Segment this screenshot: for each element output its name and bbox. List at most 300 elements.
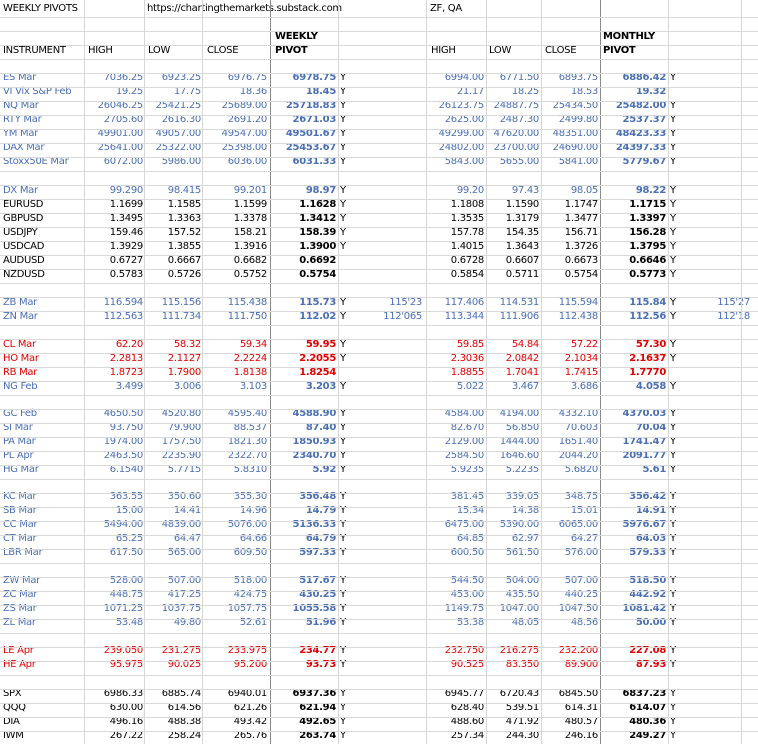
cell-mp[interactable]: 1.3397 bbox=[629, 213, 666, 224]
cell-wh[interactable]: 15.00 bbox=[115, 505, 143, 516]
cell-name[interactable]: GC Feb bbox=[3, 408, 37, 419]
cell-mh[interactable]: 600.50 bbox=[450, 547, 484, 558]
cell-mp[interactable]: 2537.37 bbox=[622, 114, 666, 125]
cell-wy[interactable]: Y bbox=[340, 408, 346, 419]
cell-my[interactable]: Y bbox=[670, 519, 676, 530]
cell-ml[interactable]: 2.0842 bbox=[505, 353, 539, 364]
cell-wp[interactable]: 25718.83 bbox=[285, 100, 336, 111]
cell-wh[interactable]: 448.75 bbox=[109, 589, 143, 600]
cell-name[interactable]: USDJPY bbox=[3, 227, 38, 238]
cell-mp[interactable]: 87.93 bbox=[635, 659, 666, 670]
cell-my[interactable]: Y bbox=[670, 339, 676, 350]
cell-wc[interactable]: 14.96 bbox=[239, 505, 267, 516]
cell-mc[interactable]: 48351.00 bbox=[552, 128, 598, 139]
cell-wy[interactable]: Y bbox=[340, 100, 346, 111]
cell-name[interactable]: ES Mar bbox=[3, 72, 36, 83]
cell-wx[interactable]: 112'065 bbox=[383, 311, 422, 322]
cell-wc[interactable]: 6940.01 bbox=[227, 688, 267, 699]
cell-wc[interactable]: 52.61 bbox=[239, 617, 267, 628]
cell-my[interactable]: Y bbox=[670, 269, 676, 280]
cell-wy[interactable]: Y bbox=[340, 575, 346, 586]
cell-mp[interactable]: 112.56 bbox=[629, 311, 666, 322]
cell-wh[interactable]: 2705.60 bbox=[103, 114, 143, 125]
cell-mp[interactable]: 614.07 bbox=[629, 702, 666, 713]
cell-mh[interactable]: 5.022 bbox=[456, 381, 484, 392]
cell-ml[interactable]: 62.97 bbox=[511, 533, 539, 544]
cell-name[interactable]: ZS Mar bbox=[3, 603, 37, 614]
cell-wc[interactable]: 59.34 bbox=[239, 339, 267, 350]
cell-ml[interactable]: 111.906 bbox=[499, 311, 539, 322]
cell-mp[interactable]: 0.6646 bbox=[629, 255, 666, 266]
cell-mh[interactable]: 1.4015 bbox=[450, 241, 484, 252]
cell-wc[interactable]: 18.36 bbox=[239, 86, 267, 97]
cell-mh[interactable]: 4584.00 bbox=[444, 408, 484, 419]
cell-wh[interactable]: 5494.00 bbox=[103, 519, 143, 530]
cell-wp[interactable]: 49501.67 bbox=[285, 128, 336, 139]
cell-mp[interactable]: 249.27 bbox=[629, 730, 666, 741]
cell-wh[interactable]: 239.050 bbox=[103, 645, 143, 656]
cell-mp[interactable]: 1.7770 bbox=[629, 367, 666, 378]
cell-wp[interactable]: 1055.58 bbox=[292, 603, 336, 614]
cell-ml[interactable]: 0.5711 bbox=[505, 269, 539, 280]
cell-my[interactable]: Y bbox=[670, 156, 676, 167]
cell-mc[interactable]: 0.6673 bbox=[564, 255, 598, 266]
cell-mh[interactable]: 544.50 bbox=[450, 575, 484, 586]
cell-name[interactable]: DX Mar bbox=[3, 185, 38, 196]
cell-mc[interactable]: 348.75 bbox=[564, 491, 598, 502]
cell-wl[interactable]: 157.52 bbox=[167, 227, 201, 238]
cell-wh[interactable]: 19.25 bbox=[115, 86, 143, 97]
cell-mh[interactable]: 5.9235 bbox=[450, 464, 484, 475]
cell-wp[interactable]: 356.48 bbox=[299, 491, 336, 502]
weekly-low-header[interactable]: LOW bbox=[148, 45, 171, 56]
cell-name[interactable]: AUDUSD bbox=[3, 255, 45, 266]
cell-mp[interactable]: 1081.42 bbox=[622, 603, 666, 614]
cell-mp[interactable]: 24397.33 bbox=[615, 142, 666, 153]
cell-mp[interactable]: 156.28 bbox=[629, 227, 666, 238]
cell-name[interactable]: SPX bbox=[3, 688, 22, 699]
cell-mc[interactable]: 6065.00 bbox=[558, 519, 598, 530]
cell-wy[interactable]: Y bbox=[340, 716, 346, 727]
cell-wc[interactable]: 621.26 bbox=[233, 702, 267, 713]
cell-wy[interactable]: Y bbox=[340, 659, 346, 670]
cell-mh[interactable]: 1.1808 bbox=[450, 199, 484, 210]
cell-mc[interactable]: 614.31 bbox=[564, 702, 598, 713]
cell-wl[interactable]: 258.24 bbox=[167, 730, 201, 741]
cell-wy[interactable]: Y bbox=[340, 339, 346, 350]
cell-wl[interactable]: 25421.25 bbox=[155, 100, 201, 111]
cell-wl[interactable]: 1.7900 bbox=[167, 367, 201, 378]
cell-my[interactable]: Y bbox=[670, 450, 676, 461]
cell-name[interactable]: PL Apr bbox=[3, 450, 34, 461]
cell-wl[interactable]: 2.1127 bbox=[167, 353, 201, 364]
cell-wy[interactable]: Y bbox=[340, 547, 346, 558]
cell-wp[interactable]: 51.96 bbox=[305, 617, 336, 628]
cell-ml[interactable]: 47620.00 bbox=[493, 128, 539, 139]
cell-name[interactable]: EURUSD bbox=[3, 199, 44, 210]
cell-wl[interactable]: 64.47 bbox=[173, 533, 201, 544]
cell-name[interactable]: SB Mar bbox=[3, 505, 37, 516]
cell-mh[interactable]: 2.3036 bbox=[450, 353, 484, 364]
cell-my[interactable]: Y bbox=[670, 617, 676, 628]
cell-wh[interactable]: 1974.00 bbox=[103, 436, 143, 447]
cell-wp[interactable]: 621.94 bbox=[299, 702, 336, 713]
cell-wh[interactable]: 630.00 bbox=[109, 702, 143, 713]
cell-mh[interactable]: 0.5854 bbox=[450, 269, 484, 280]
cell-mh[interactable]: 113.344 bbox=[444, 311, 484, 322]
cell-mp[interactable]: 70.04 bbox=[635, 422, 666, 433]
cell-wl[interactable]: 49.80 bbox=[173, 617, 201, 628]
cell-wh[interactable]: 7036.25 bbox=[103, 72, 143, 83]
cell-name[interactable]: IWM bbox=[3, 730, 24, 741]
cell-name[interactable]: USDCAD bbox=[3, 241, 45, 252]
cell-wp[interactable]: 5.92 bbox=[312, 464, 336, 475]
cell-wc[interactable]: 88.537 bbox=[233, 422, 267, 433]
cell-mh[interactable]: 0.6728 bbox=[450, 255, 484, 266]
cell-wy[interactable]: Y bbox=[340, 311, 346, 322]
cell-mh[interactable]: 15.34 bbox=[456, 505, 484, 516]
cell-wc[interactable]: 115.438 bbox=[227, 297, 267, 308]
cell-mh[interactable]: 59.85 bbox=[456, 339, 484, 350]
cell-mp[interactable]: 518.50 bbox=[629, 575, 666, 586]
cell-ml[interactable]: 539.51 bbox=[505, 702, 539, 713]
cell-mp[interactable]: 2091.77 bbox=[622, 450, 666, 461]
cell-mh[interactable]: 82.670 bbox=[450, 422, 484, 433]
cell-mc[interactable]: 89.900 bbox=[564, 659, 598, 670]
cell-mh[interactable]: 1.8855 bbox=[450, 367, 484, 378]
cell-wh[interactable]: 1.1699 bbox=[109, 199, 143, 210]
cell-ml[interactable]: 24887.75 bbox=[493, 100, 539, 111]
cell-mp[interactable]: 356.42 bbox=[629, 491, 666, 502]
cell-ml[interactable]: 6771.50 bbox=[499, 72, 539, 83]
cell-wl[interactable]: 231.275 bbox=[161, 645, 201, 656]
cell-wc[interactable]: 3.103 bbox=[239, 381, 267, 392]
cell-name[interactable]: KC Mar bbox=[3, 491, 37, 502]
cell-my[interactable]: Y bbox=[670, 381, 676, 392]
cell-mh[interactable]: 49299.00 bbox=[438, 128, 484, 139]
notes-cell[interactable]: ZF, QA bbox=[430, 3, 462, 14]
cell-mc[interactable]: 5.6820 bbox=[564, 464, 598, 475]
cell-ml[interactable]: 244.30 bbox=[505, 730, 539, 741]
cell-name[interactable]: CC Mar bbox=[3, 519, 38, 530]
cell-wp[interactable]: 234.77 bbox=[299, 645, 336, 656]
cell-wl[interactable]: 5986.00 bbox=[161, 156, 201, 167]
cell-wc[interactable]: 5.8310 bbox=[233, 464, 267, 475]
cell-my[interactable]: Y bbox=[670, 422, 676, 433]
cell-wy[interactable]: Y bbox=[340, 603, 346, 614]
cell-wy[interactable]: Y bbox=[340, 422, 346, 433]
cell-mc[interactable]: 6845.50 bbox=[558, 688, 598, 699]
cell-wh[interactable]: 4650.50 bbox=[103, 408, 143, 419]
cell-name[interactable]: NZDUSD bbox=[3, 269, 45, 280]
cell-wc[interactable]: 355.30 bbox=[233, 491, 267, 502]
cell-wc[interactable]: 1.1599 bbox=[233, 199, 267, 210]
cell-name[interactable]: GBPUSD bbox=[3, 213, 44, 224]
cell-wx[interactable]: 115'23 bbox=[389, 297, 422, 308]
cell-wl[interactable]: 0.5726 bbox=[167, 269, 201, 280]
cell-wh[interactable]: 617.50 bbox=[109, 547, 143, 558]
cell-wl[interactable]: 4520.80 bbox=[161, 408, 201, 419]
cell-mc[interactable]: 2.1034 bbox=[564, 353, 598, 364]
cell-wy[interactable]: Y bbox=[340, 86, 346, 97]
cell-wy[interactable]: Y bbox=[340, 156, 346, 167]
cell-mp[interactable]: 442.92 bbox=[629, 589, 666, 600]
cell-ml[interactable]: 0.6607 bbox=[505, 255, 539, 266]
cell-my[interactable]: Y bbox=[670, 142, 676, 153]
cell-wh[interactable]: 6986.33 bbox=[103, 688, 143, 699]
cell-wl[interactable]: 417.25 bbox=[167, 589, 201, 600]
cell-wl[interactable]: 5.7715 bbox=[167, 464, 201, 475]
cell-mh[interactable]: 26123.75 bbox=[438, 100, 484, 111]
cell-wc[interactable]: 95.200 bbox=[233, 659, 267, 670]
cell-my[interactable]: Y bbox=[670, 185, 676, 196]
cell-mh[interactable]: 21.17 bbox=[456, 86, 484, 97]
cell-wl[interactable]: 1037.75 bbox=[161, 603, 201, 614]
cell-wc[interactable]: 25689.00 bbox=[221, 100, 267, 111]
cell-ml[interactable]: 114.531 bbox=[499, 297, 539, 308]
cell-wp[interactable]: 6031.33 bbox=[292, 156, 336, 167]
cell-name[interactable]: SI Mar bbox=[3, 422, 33, 433]
cell-my[interactable]: Y bbox=[670, 227, 676, 238]
cell-ml[interactable]: 561.50 bbox=[505, 547, 539, 558]
cell-name[interactable]: DAX Mar bbox=[3, 142, 45, 153]
cell-wh[interactable]: 363.55 bbox=[109, 491, 143, 502]
cell-mp[interactable]: 98.22 bbox=[635, 185, 666, 196]
cell-name[interactable]: LE Apr bbox=[3, 645, 34, 656]
cell-wh[interactable]: 3.499 bbox=[115, 381, 143, 392]
cell-mc[interactable]: 156.71 bbox=[564, 227, 598, 238]
cell-wp[interactable]: 3.203 bbox=[305, 381, 336, 392]
cell-name[interactable]: VI Vix S&P Feb bbox=[3, 86, 72, 97]
cell-mx[interactable]: 112'18 bbox=[717, 311, 750, 322]
cell-mc[interactable]: 0.5754 bbox=[564, 269, 598, 280]
cell-wp[interactable]: 1.3900 bbox=[299, 241, 336, 252]
cell-wl[interactable]: 49057.00 bbox=[155, 128, 201, 139]
cell-my[interactable]: Y bbox=[670, 311, 676, 322]
cell-wl[interactable]: 90.025 bbox=[167, 659, 201, 670]
cell-wp[interactable]: 430.25 bbox=[299, 589, 336, 600]
cell-wc[interactable]: 1821.30 bbox=[227, 436, 267, 447]
cell-my[interactable]: Y bbox=[670, 353, 676, 364]
cell-mp[interactable]: 1741.47 bbox=[622, 436, 666, 447]
cell-name[interactable]: CT Mar bbox=[3, 533, 37, 544]
cell-wc[interactable]: 1.3916 bbox=[233, 241, 267, 252]
cell-wh[interactable]: 528.00 bbox=[109, 575, 143, 586]
cell-mc[interactable]: 1.1747 bbox=[564, 199, 598, 210]
cell-wp[interactable]: 2671.03 bbox=[292, 114, 336, 125]
cell-wh[interactable]: 49901.00 bbox=[97, 128, 143, 139]
cell-name[interactable]: CL Mar bbox=[3, 339, 36, 350]
cell-wy[interactable]: Y bbox=[340, 114, 346, 125]
cell-mh[interactable]: 64.85 bbox=[456, 533, 484, 544]
cell-ml[interactable]: 471.92 bbox=[505, 716, 539, 727]
cell-mp[interactable]: 1.1715 bbox=[629, 199, 666, 210]
cell-mc[interactable]: 70.603 bbox=[564, 422, 598, 433]
cell-wl[interactable]: 2235.90 bbox=[161, 450, 201, 461]
monthly-header-line2[interactable]: PIVOT bbox=[603, 45, 636, 56]
cell-wl[interactable]: 1.1585 bbox=[167, 199, 201, 210]
cell-my[interactable]: Y bbox=[670, 505, 676, 516]
weekly-header-line1[interactable]: WEEKLY bbox=[275, 31, 318, 42]
cell-mc[interactable]: 25434.50 bbox=[552, 100, 598, 111]
cell-mh[interactable]: 381.45 bbox=[450, 491, 484, 502]
cell-wh[interactable]: 1.3495 bbox=[109, 213, 143, 224]
cell-mc[interactable]: 4332.10 bbox=[558, 408, 598, 419]
cell-wp[interactable]: 597.33 bbox=[299, 547, 336, 558]
cell-wl[interactable]: 98.415 bbox=[167, 185, 201, 196]
cell-name[interactable]: NQ Mar bbox=[3, 100, 39, 111]
cell-my[interactable]: Y bbox=[670, 128, 676, 139]
cell-my[interactable]: Y bbox=[670, 603, 676, 614]
cell-mh[interactable]: 5843.00 bbox=[444, 156, 484, 167]
cell-wc[interactable]: 158.21 bbox=[233, 227, 267, 238]
cell-ml[interactable]: 6720.43 bbox=[499, 688, 539, 699]
cell-wh[interactable]: 159.46 bbox=[109, 227, 143, 238]
cell-wy[interactable]: Y bbox=[340, 688, 346, 699]
cell-wy[interactable]: Y bbox=[340, 589, 346, 600]
cell-mc[interactable]: 1047.50 bbox=[558, 603, 598, 614]
cell-mc[interactable]: 507.00 bbox=[564, 575, 598, 586]
cell-ml[interactable]: 504.00 bbox=[505, 575, 539, 586]
cell-wp[interactable]: 1.1628 bbox=[299, 199, 336, 210]
cell-mp[interactable]: 57.30 bbox=[635, 339, 666, 350]
cell-mh[interactable]: 628.40 bbox=[450, 702, 484, 713]
cell-wc[interactable]: 2.2224 bbox=[233, 353, 267, 364]
cell-wl[interactable]: 111.734 bbox=[161, 311, 201, 322]
cell-mc[interactable]: 48.56 bbox=[570, 617, 598, 628]
cell-wc[interactable]: 265.76 bbox=[233, 730, 267, 741]
cell-mc[interactable]: 2499.80 bbox=[558, 114, 598, 125]
cell-wp[interactable]: 158.39 bbox=[299, 227, 336, 238]
cell-wl[interactable]: 488.38 bbox=[167, 716, 201, 727]
cell-mp[interactable]: 50.00 bbox=[635, 617, 666, 628]
cell-mp[interactable]: 25482.00 bbox=[615, 100, 666, 111]
cell-wc[interactable]: 493.42 bbox=[233, 716, 267, 727]
cell-my[interactable]: Y bbox=[670, 702, 676, 713]
cell-wy[interactable]: Y bbox=[340, 297, 346, 308]
cell-wc[interactable]: 518.00 bbox=[233, 575, 267, 586]
cell-mc[interactable]: 480.57 bbox=[564, 716, 598, 727]
cell-wp[interactable]: 4588.90 bbox=[292, 408, 336, 419]
cell-name[interactable]: Stoxx50E Mar bbox=[3, 156, 69, 167]
cell-wc[interactable]: 1.8138 bbox=[233, 367, 267, 378]
cell-mp[interactable]: 6886.42 bbox=[622, 72, 666, 83]
cell-wc[interactable]: 111.750 bbox=[227, 311, 267, 322]
cell-wh[interactable]: 53.48 bbox=[115, 617, 143, 628]
cell-wp[interactable]: 0.6692 bbox=[299, 255, 336, 266]
cell-wp[interactable]: 98.97 bbox=[305, 185, 336, 196]
cell-ml[interactable]: 435.50 bbox=[505, 589, 539, 600]
cell-my[interactable]: Y bbox=[670, 199, 676, 210]
cell-mc[interactable]: 115.594 bbox=[558, 297, 598, 308]
cell-wp[interactable]: 517.67 bbox=[299, 575, 336, 586]
cell-name[interactable]: NG Feb bbox=[3, 381, 38, 392]
cell-wl[interactable]: 115.156 bbox=[161, 297, 201, 308]
cell-wc[interactable]: 25398.00 bbox=[221, 142, 267, 153]
cell-wl[interactable]: 614.56 bbox=[167, 702, 201, 713]
cell-mh[interactable]: 1.3535 bbox=[450, 213, 484, 224]
cell-mp[interactable]: 227.08 bbox=[629, 645, 666, 656]
cell-wp[interactable]: 87.40 bbox=[305, 422, 336, 433]
cell-my[interactable]: Y bbox=[670, 688, 676, 699]
cell-ml[interactable]: 1.3179 bbox=[505, 213, 539, 224]
cell-wp[interactable]: 263.74 bbox=[299, 730, 336, 741]
cell-mc[interactable]: 112.438 bbox=[558, 311, 598, 322]
cell-wy[interactable]: Y bbox=[340, 72, 346, 83]
cell-wp[interactable]: 2.2055 bbox=[299, 353, 336, 364]
cell-mp[interactable]: 2.1637 bbox=[629, 353, 666, 364]
cell-wc[interactable]: 6036.00 bbox=[227, 156, 267, 167]
cell-name[interactable]: HG Mar bbox=[3, 464, 39, 475]
cell-ml[interactable]: 56.850 bbox=[505, 422, 539, 433]
cell-name[interactable]: QQQ bbox=[3, 702, 26, 713]
cell-my[interactable]: Y bbox=[670, 297, 676, 308]
cell-wc[interactable]: 2322.70 bbox=[227, 450, 267, 461]
cell-mh[interactable]: 488.60 bbox=[450, 716, 484, 727]
cell-wh[interactable]: 1.8723 bbox=[109, 367, 143, 378]
cell-wp[interactable]: 492.65 bbox=[299, 716, 336, 727]
cell-my[interactable]: Y bbox=[670, 408, 676, 419]
weekly-high-header[interactable]: HIGH bbox=[88, 45, 113, 56]
cell-name[interactable]: RB Mar bbox=[3, 367, 38, 378]
cell-wy[interactable]: Y bbox=[340, 645, 346, 656]
cell-name[interactable]: ZW Mar bbox=[3, 575, 40, 586]
cell-my[interactable]: Y bbox=[670, 72, 676, 83]
cell-mc[interactable]: 15.01 bbox=[570, 505, 598, 516]
cell-wh[interactable]: 25641.00 bbox=[97, 142, 143, 153]
cell-wh[interactable]: 116.594 bbox=[103, 297, 143, 308]
cell-ml[interactable]: 48.05 bbox=[511, 617, 539, 628]
cell-my[interactable]: Y bbox=[670, 645, 676, 656]
cell-wl[interactable]: 17.75 bbox=[173, 86, 201, 97]
cell-my[interactable]: Y bbox=[670, 730, 676, 741]
cell-mp[interactable]: 0.5773 bbox=[629, 269, 666, 280]
monthly-high-header[interactable]: HIGH bbox=[431, 45, 456, 56]
cell-wc[interactable]: 2691.20 bbox=[227, 114, 267, 125]
cell-mc[interactable]: 64.27 bbox=[570, 533, 598, 544]
cell-wy[interactable]: Y bbox=[340, 533, 346, 544]
cell-wy[interactable]: Y bbox=[340, 730, 346, 741]
cell-mh[interactable]: 232.750 bbox=[444, 645, 484, 656]
cell-mh[interactable]: 53.38 bbox=[456, 617, 484, 628]
cell-wy[interactable]: Y bbox=[340, 142, 346, 153]
cell-mc[interactable]: 24690.00 bbox=[552, 142, 598, 153]
cell-name[interactable]: DIA bbox=[3, 716, 20, 727]
cell-wp[interactable]: 115.73 bbox=[299, 297, 336, 308]
cell-wp[interactable]: 2340.70 bbox=[292, 450, 336, 461]
cell-name[interactable]: HE Apr bbox=[3, 659, 36, 670]
cell-wy[interactable]: Y bbox=[340, 213, 346, 224]
cell-mc[interactable]: 576.00 bbox=[564, 547, 598, 558]
cell-wl[interactable]: 1757.50 bbox=[161, 436, 201, 447]
cell-wy[interactable]: Y bbox=[340, 241, 346, 252]
cell-mh[interactable]: 157.78 bbox=[450, 227, 484, 238]
cell-wp[interactable]: 5136.33 bbox=[292, 519, 336, 530]
cell-wc[interactable]: 64.66 bbox=[239, 533, 267, 544]
cell-wh[interactable]: 26046.25 bbox=[97, 100, 143, 111]
cell-ml[interactable]: 5.2235 bbox=[505, 464, 539, 475]
cell-ml[interactable]: 3.467 bbox=[511, 381, 539, 392]
cell-name[interactable]: ZB Mar bbox=[3, 297, 37, 308]
cell-wy[interactable]: Y bbox=[340, 617, 346, 628]
cell-mc[interactable]: 440.25 bbox=[564, 589, 598, 600]
cell-wy[interactable]: Y bbox=[340, 381, 346, 392]
cell-mc[interactable]: 1.3726 bbox=[564, 241, 598, 252]
cell-mp[interactable]: 5976.67 bbox=[622, 519, 666, 530]
cell-my[interactable]: Y bbox=[670, 213, 676, 224]
cell-ml[interactable]: 14.38 bbox=[511, 505, 539, 516]
cell-wy[interactable]: Y bbox=[340, 199, 346, 210]
